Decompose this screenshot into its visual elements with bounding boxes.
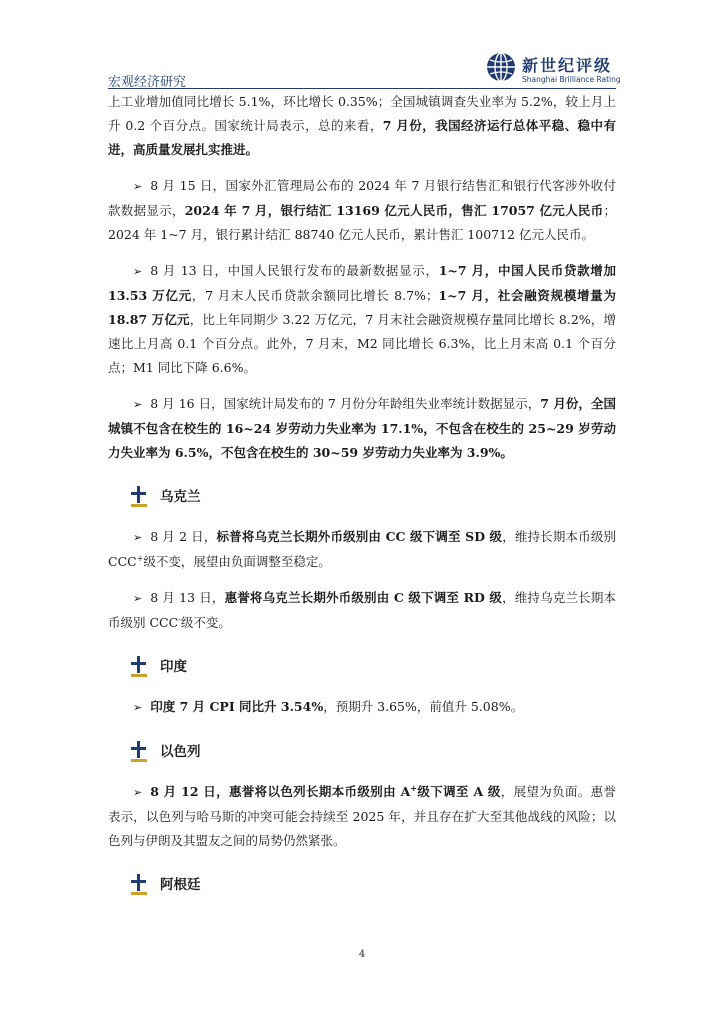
arrow-bullet-icon: ➢ bbox=[133, 701, 143, 714]
arrow-bullet-icon: ➢ bbox=[133, 592, 143, 605]
logo-english-text: Shanghai Brilliance Rating bbox=[522, 75, 621, 84]
arrow-bullet-icon: ➢ bbox=[133, 531, 143, 544]
bold-text: 惠誉将乌克兰长期外币级别由 C 级下调至 RD 级 bbox=[224, 590, 503, 605]
text: ，7 月末人民币贷款余额同比增长 8.7%； bbox=[191, 288, 439, 303]
section-title: 乌克兰 bbox=[160, 489, 201, 505]
bold-text: 8 月 12 日，惠誉将以色列长期本币级别由 A bbox=[150, 784, 411, 799]
bold-text: 标普将乌克兰长期外币级别由 CC 级下调至 SD 级 bbox=[216, 529, 503, 544]
report-body bbox=[108, 90, 616, 913]
text: 上工业增加值同比增长 5.1%，环比增长 0.35%；全国城镇调查失业率为 5.2%，较上月上升 0.2 个百分点。国家统计局表示，总的来看， bbox=[108, 94, 616, 133]
arrow-bullet-icon: ➢ bbox=[133, 180, 143, 193]
section-marker-icon bbox=[130, 655, 148, 677]
bold-text: 1~7 月，社会融资规模增量为 18.87 万亿元 bbox=[108, 288, 616, 327]
paragraph-sp-ukraine bbox=[108, 525, 616, 574]
paragraph-credit-data bbox=[108, 259, 616, 380]
section-title: 以色列 bbox=[160, 744, 201, 760]
text: 级不变，展望由负面调整至稳定。 bbox=[143, 554, 331, 569]
arrow-bullet-icon: ➢ bbox=[133, 398, 143, 411]
paragraph-fx-settlement bbox=[108, 174, 616, 247]
text: 8 月 15 日，国家外汇管理局公布的 2024 年 7 月银行结售汇和银行代客涉外收付款数据显示， bbox=[108, 178, 616, 218]
paragraph-fitch-israel bbox=[108, 780, 616, 853]
section-heading-india bbox=[108, 655, 616, 679]
text: 级不变。 bbox=[180, 615, 231, 630]
text: ，预期升 3.65%，前值升 5.08%。 bbox=[323, 699, 524, 714]
section-marker-icon bbox=[130, 485, 148, 507]
paragraph-india-cpi bbox=[108, 695, 616, 720]
superscript: - bbox=[178, 614, 181, 624]
superscript: + bbox=[410, 782, 418, 793]
arrow-bullet-icon: ➢ bbox=[133, 786, 143, 799]
bold-text: 级下调至 A 级 bbox=[417, 784, 501, 799]
paragraph-fitch-ukraine bbox=[108, 586, 616, 635]
text: ，比上年同期少 3.22 万亿元，7 月末社会融资规模存量同比增长 8.2%，增速比上月高 0.1 个百分点。此外，7 月末，M2 同比增长 6.3%，比上月末高 0.1 个百分点；M1 同比下降 6.6%。 bbox=[108, 312, 616, 375]
text: ，展望为负面。惠誉表示，以色列与哈马斯的冲突可能会持续至 2025 年，并且存在扩大至其他战线的风险；以色列与伊朗及其盟友之间的局势仍然紧张。 bbox=[108, 784, 616, 848]
bold-text: 7 月份，全国城镇不包含在校生的 16~24 岁劳动力失业率为 17.1%，不包含在校生的 25~29 岁劳动力失业率为 6.5%，不包含在校生的 30~59 岁劳动力失业率为 3.9%。 bbox=[108, 396, 616, 460]
text: 8 月 13 日，中国人民银行发布的最新数据显示， bbox=[150, 263, 439, 278]
section-marker-icon bbox=[130, 873, 148, 895]
paragraph-economy-summary bbox=[108, 90, 616, 162]
section-heading-israel bbox=[108, 740, 616, 764]
text: ；2024 年 1~7 月，银行累计结汇 88740 亿元人民币，累计售汇 100712 亿元人民币。 bbox=[108, 203, 616, 242]
text: 8 月 2 日， bbox=[150, 529, 217, 544]
bold-text: 印度 7 月 CPI 同比升 3.54% bbox=[150, 699, 324, 714]
section-heading-argentina bbox=[108, 873, 616, 897]
bold-text: 2024 年 7 月，银行结汇 13169 亿元人民币，售汇 17057 亿元人民币 bbox=[184, 203, 604, 218]
section-title: 印度 bbox=[160, 659, 187, 675]
company-logo bbox=[486, 48, 626, 88]
section-title: 阿根廷 bbox=[160, 877, 201, 893]
arrow-bullet-icon: ➢ bbox=[133, 265, 143, 278]
bold-text: 7 月份，我国经济运行总体平稳、稳中有进，高质量发展扎实推进。 bbox=[108, 118, 617, 157]
section-heading-ukraine bbox=[108, 485, 616, 509]
text: 8 月 13 日， bbox=[150, 590, 225, 605]
superscript: + bbox=[136, 553, 144, 563]
logo-globe-icon bbox=[486, 52, 516, 82]
text: ，维持长期本币级别 CCC bbox=[108, 529, 616, 569]
bold-text: 1~7 月，中国人民币贷款增加 13.53 万亿元 bbox=[108, 263, 616, 303]
header-title: 宏观经济研究 bbox=[108, 75, 187, 90]
section-marker-icon bbox=[130, 740, 148, 762]
text: 8 月 16 日，国家统计局发布的 7 月份分年龄组失业率统计数据显示， bbox=[150, 396, 541, 411]
header-divider bbox=[108, 88, 616, 89]
paragraph-unemployment-age bbox=[108, 392, 616, 465]
page-number: 4 bbox=[358, 949, 366, 960]
text: ，维持乌克兰长期本币级别 CCC bbox=[108, 590, 616, 630]
logo-chinese-text: 新世纪评级 bbox=[522, 56, 613, 75]
